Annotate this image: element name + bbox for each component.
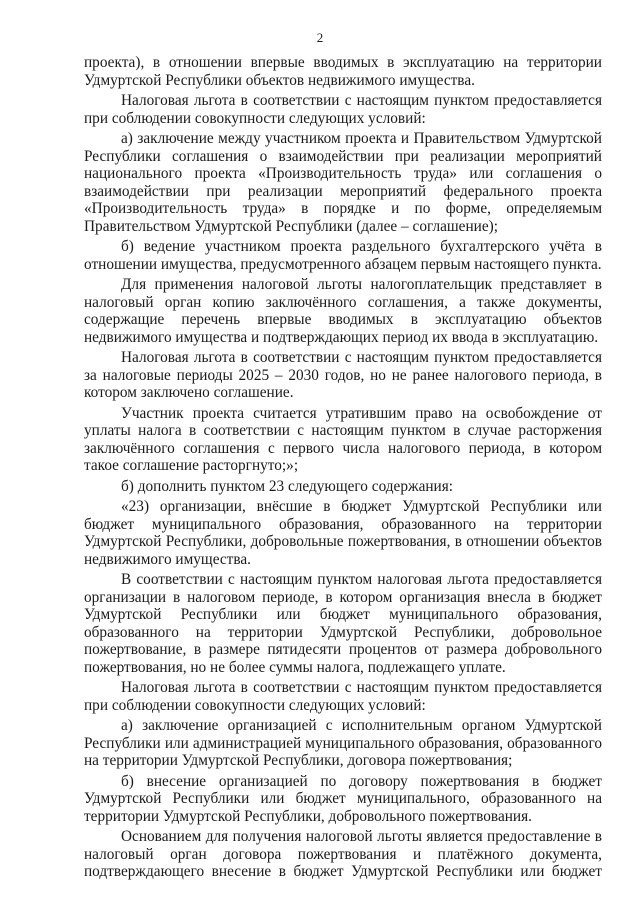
paragraph-10: В соответствии с настоящим пунктом налоговая льгота предоставляется организации в налоговом периоде, в котором организация внесла в бюджет Удмуртской Республики или бюджет муниципального образования, образованного на территории Удмуртской Республики, добровольное пожертвование, в размере пятидесяти процентов от размера добровольного пожертвования, но не более суммы налога, подлежащего уплате. bbox=[84, 571, 602, 676]
paragraph-14: Основанием для получения налоговой льготы является предоставление в налоговый орган договора пожертвования и платёжного документа, подтверждающего внесение в бюджет Удмуртской Республики или бюджет bbox=[84, 828, 602, 880]
paragraph-7: Участник проекта считается утратившим право на освобождение от уплаты налога в соответствии с настоящим пунктом в случае расторжения заключённого соглашения с первого числа налогового периода, в котором такое соглашение расторгнуто;»; bbox=[84, 404, 602, 474]
paragraph-13: б) внесение организацией по договору пожертвования в бюджет Удмуртской Республики или бюджет муниципального, образованного на территории Удмуртской Республики, добровольного пожертвования. bbox=[84, 772, 602, 825]
document-body bbox=[84, 54, 602, 884]
paragraph-11: Налоговая льгота в соответствии с настоящим пунктом предоставляется при соблюдении совокупности следующих условий: bbox=[84, 679, 602, 714]
paragraph-5: Для применения налоговой льготы налогоплательщик представляет в налоговый орган копию заключённого соглашения, а также документы, содержащие перечень впервые вводимых в эксплуатацию объектов недвижимого имущества и подтверждающих период их ввода в эксплуатацию. bbox=[84, 276, 602, 346]
paragraph-8: б) дополнить пунктом 23 следующего содержания: bbox=[121, 477, 454, 495]
paragraph-1: проекта), в отношении впервые вводимых в эксплуатацию на территории Удмуртской Республики объектов недвижимого имущества. bbox=[84, 54, 602, 89]
paragraph-6: Налоговая льгота в соответствии с настоящим пунктом предоставляется за налоговые периоды 2025 – 2030 годов, но не ранее налогового периода, в котором заключено соглашение. bbox=[84, 349, 602, 401]
paragraph-3: а) заключение между участником проекта и Правительством Удмуртской Республики соглашения о взаимодействии при реализации мероприятий национального проекта «Производительность труда» или соглашения о взаимодействии при реализации мероприятий федерального проекта «Производительность труда» в порядке и по форме, определяемым Правительством Удмуртской Республики (далее – соглашение); bbox=[84, 130, 602, 235]
paragraph-12: а) заключение организацией с исполнительным органом Удмуртской Республики или администрацией муниципального образования, образованного на территории Удмуртской Республики, договора пожертвования; bbox=[84, 717, 602, 769]
paragraph-2: Налоговая льгота в соответствии с настоящим пунктом предоставляется при соблюдении совокупности следующих условий: bbox=[84, 92, 602, 127]
page-number: 2 bbox=[316, 30, 324, 45]
paragraph-4: б) ведение участником проекта раздельного бухгалтерского учёта в отношении имущества, предусмотренного абзацем первым настоящего пункта. bbox=[84, 238, 602, 273]
paragraph-9: «23) организации, внёсшие в бюджет Удмуртской Республики или бюджет муниципального образования, образованного на территории Удмуртской Республики, добровольные пожертвования, в отношении объектов недвижимого имущества. bbox=[84, 498, 602, 568]
